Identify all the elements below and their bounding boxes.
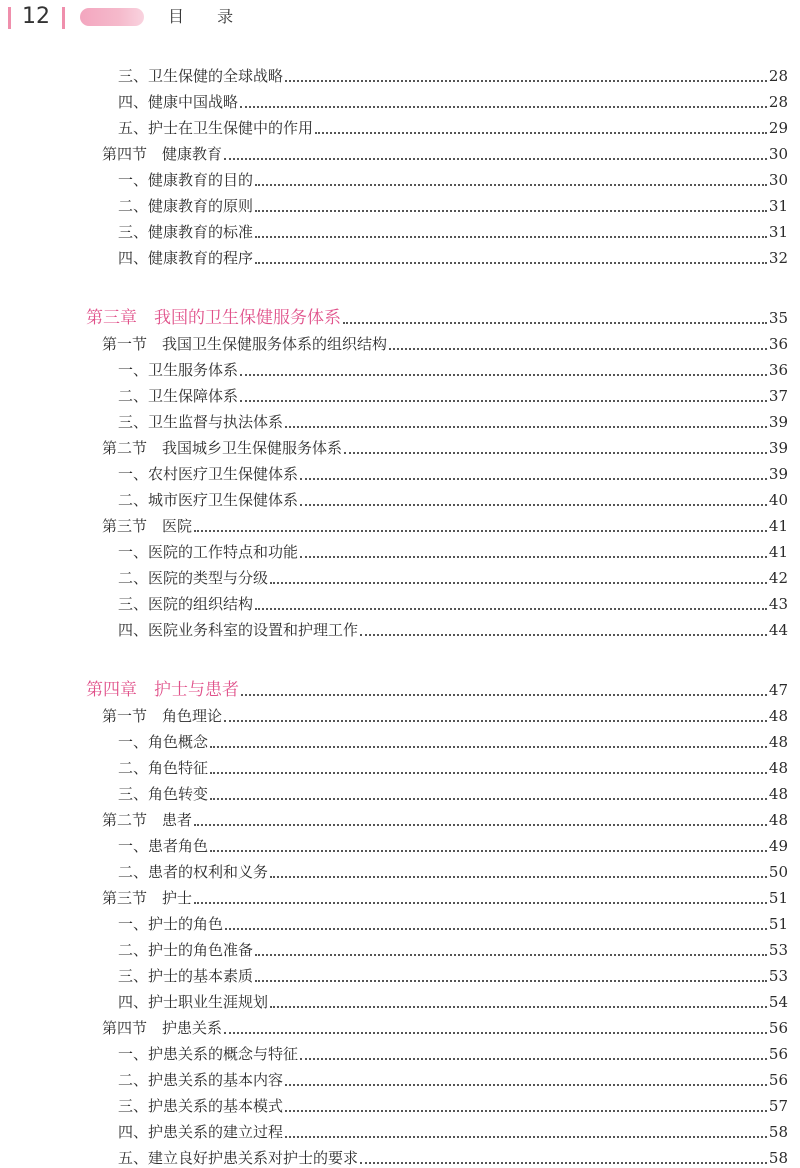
toc-section-row[interactable] <box>0 700 800 726</box>
toc-item-title: 四、护士职业生涯规划 <box>118 993 269 1011</box>
toc-item-page-number: 37 <box>768 387 788 405</box>
dot-leader <box>344 451 767 454</box>
toc-item-row[interactable] <box>0 380 800 406</box>
dot-leader <box>285 79 767 82</box>
toc-item-row[interactable] <box>0 164 800 190</box>
toc-item-row[interactable] <box>0 354 800 380</box>
toc-item-title: 二、健康教育的原则 <box>118 197 254 215</box>
toc-item-page-number: 44 <box>768 621 788 639</box>
toc-section-page-number: 41 <box>768 517 788 535</box>
dot-leader <box>241 693 767 696</box>
toc-section-title: 第四节 健康教育 <box>102 145 223 163</box>
toc-item-page-number: 48 <box>768 785 788 803</box>
toc-item-title: 四、护患关系的建立过程 <box>118 1123 284 1141</box>
toc-item-title: 一、农村医疗卫生保健体系 <box>118 465 299 483</box>
toc-item-row[interactable] <box>0 960 800 986</box>
toc-item-page-number: 39 <box>768 465 788 483</box>
toc-item-title: 四、健康教育的程序 <box>118 249 254 267</box>
dot-leader <box>360 1161 767 1164</box>
page-title: 目 录 <box>168 7 248 26</box>
toc-item-page-number: 58 <box>768 1149 788 1167</box>
toc-section-title: 第三节 护士 <box>102 889 193 907</box>
toc-item-page-number: 53 <box>768 967 788 985</box>
dot-leader <box>285 1109 767 1112</box>
toc-item-title: 一、护患关系的概念与特征 <box>118 1045 299 1063</box>
dot-leader <box>255 607 767 610</box>
toc-item-title: 三、健康教育的标准 <box>118 223 254 241</box>
toc-item-row[interactable] <box>0 242 800 268</box>
dot-leader <box>300 1057 767 1060</box>
header-divider-bar <box>62 7 65 29</box>
toc-item-title: 三、角色转变 <box>118 785 209 803</box>
toc-chapter-page-number: 35 <box>768 309 788 327</box>
toc-section-page-number: 56 <box>768 1019 788 1037</box>
dot-leader <box>224 157 767 160</box>
dot-leader <box>389 347 767 350</box>
toc-item-title: 三、护患关系的基本模式 <box>118 1097 284 1115</box>
dot-leader <box>300 477 767 480</box>
toc-section-title: 第一节 我国卫生保健服务体系的组织结构 <box>102 335 388 353</box>
toc-item-row[interactable] <box>0 458 800 484</box>
header-accent-bar <box>8 7 11 29</box>
toc-item-title: 一、卫生服务体系 <box>118 361 239 379</box>
toc-section-page-number: 51 <box>768 889 788 907</box>
dot-leader <box>343 321 767 324</box>
dot-leader <box>255 183 767 186</box>
dot-leader <box>270 875 767 878</box>
toc-item-page-number: 28 <box>768 67 788 85</box>
toc-item-row[interactable] <box>0 1090 800 1116</box>
toc-item-page-number: 36 <box>768 361 788 379</box>
toc-item-title: 二、护患关系的基本内容 <box>118 1071 284 1089</box>
toc-section-row[interactable] <box>0 328 800 354</box>
header-decorative-pill <box>80 8 144 26</box>
toc-item-row[interactable] <box>0 1038 800 1064</box>
toc-item-row[interactable] <box>0 112 800 138</box>
toc-item-row[interactable] <box>0 986 800 1012</box>
toc-item-title: 一、患者角色 <box>118 837 209 855</box>
toc-item-page-number: 56 <box>768 1045 788 1063</box>
toc-item-title: 五、护士在卫生保健中的作用 <box>118 119 314 137</box>
toc-item-page-number: 50 <box>768 863 788 881</box>
toc-item-row[interactable] <box>0 830 800 856</box>
toc-section-row[interactable] <box>0 510 800 536</box>
dot-leader <box>240 373 767 376</box>
toc-section-page-number: 48 <box>768 811 788 829</box>
dot-leader <box>225 927 767 930</box>
toc-section-title: 第二节 患者 <box>102 811 193 829</box>
toc-item-title: 一、健康教育的目的 <box>118 171 254 189</box>
dot-leader <box>194 823 767 826</box>
toc-item-row[interactable] <box>0 60 800 86</box>
toc-item-row[interactable] <box>0 562 800 588</box>
dot-leader <box>194 529 767 532</box>
toc-item-page-number: 49 <box>768 837 788 855</box>
toc-section-title: 第三节 医院 <box>102 517 193 535</box>
toc-item-row[interactable] <box>0 588 800 614</box>
toc-chapter-row[interactable] <box>0 300 800 328</box>
dot-leader <box>300 555 767 558</box>
toc-item-page-number: 40 <box>768 491 788 509</box>
dot-leader <box>285 425 767 428</box>
toc-item-page-number: 32 <box>768 249 788 267</box>
toc-item-title: 一、医院的工作特点和功能 <box>118 543 299 561</box>
toc-item-page-number: 53 <box>768 941 788 959</box>
dot-leader <box>224 1031 767 1034</box>
dot-leader <box>240 399 767 402</box>
dot-leader <box>210 849 767 852</box>
toc-item-title: 四、医院业务科室的设置和护理工作 <box>118 621 359 639</box>
toc-section-title: 第四节 护患关系 <box>102 1019 223 1037</box>
dot-leader <box>300 503 767 506</box>
toc-section-title: 第一节 角色理论 <box>102 707 223 725</box>
toc-item-page-number: 41 <box>768 543 788 561</box>
toc-item-title: 三、医院的组织结构 <box>118 595 254 613</box>
toc-item-title: 二、护士的角色准备 <box>118 941 254 959</box>
page-number: 12 <box>22 4 50 29</box>
toc-item-page-number: 56 <box>768 1071 788 1089</box>
toc-item-page-number: 29 <box>768 119 788 137</box>
toc-item-row[interactable] <box>0 1116 800 1142</box>
toc-section-page-number: 30 <box>768 145 788 163</box>
toc-item-row[interactable] <box>0 908 800 934</box>
toc-section-title: 第二节 我国城乡卫生保健服务体系 <box>102 439 343 457</box>
dot-leader <box>255 261 767 264</box>
toc-item-page-number: 31 <box>768 223 788 241</box>
toc-item-row[interactable] <box>0 484 800 510</box>
dot-leader <box>285 1135 767 1138</box>
toc-item-page-number: 42 <box>768 569 788 587</box>
toc-section-row[interactable] <box>0 804 800 830</box>
toc-item-page-number: 51 <box>768 915 788 933</box>
toc-chapter-row[interactable] <box>0 672 800 700</box>
dot-leader <box>210 797 767 800</box>
toc-item-row[interactable] <box>0 934 800 960</box>
toc-item-title: 二、医院的类型与分级 <box>118 569 269 587</box>
page-header <box>0 0 800 36</box>
dot-leader <box>210 771 767 774</box>
toc-item-title: 三、护士的基本素质 <box>118 967 254 985</box>
toc-section-page-number: 39 <box>768 439 788 457</box>
toc-item-row[interactable] <box>0 752 800 778</box>
toc-item-row[interactable] <box>0 856 800 882</box>
toc-item-title: 一、角色概念 <box>118 733 209 751</box>
toc-item-title: 三、卫生保健的全球战略 <box>118 67 284 85</box>
toc-item-row[interactable] <box>0 190 800 216</box>
toc-item-title: 五、建立良好护患关系对护士的要求 <box>118 1149 359 1167</box>
toc-item-row[interactable] <box>0 406 800 432</box>
toc-item-title: 二、角色特征 <box>118 759 209 777</box>
toc-section-page-number: 48 <box>768 707 788 725</box>
toc-chapter-title: 第四章 护士与患者 <box>86 680 239 700</box>
dot-leader <box>315 131 767 134</box>
toc-item-page-number: 28 <box>768 93 788 111</box>
toc-item-page-number: 43 <box>768 595 788 613</box>
toc-section-row[interactable] <box>0 882 800 908</box>
dot-leader <box>285 1083 767 1086</box>
dot-leader <box>270 1005 767 1008</box>
toc-section-row[interactable] <box>0 1012 800 1038</box>
toc-item-title: 四、健康中国战略 <box>118 93 239 111</box>
toc-item-title: 三、卫生监督与执法体系 <box>118 413 284 431</box>
toc-item-page-number: 31 <box>768 197 788 215</box>
toc-item-row[interactable] <box>0 216 800 242</box>
toc-item-title: 二、城市医疗卫生保健体系 <box>118 491 299 509</box>
toc-item-title: 二、卫生保障体系 <box>118 387 239 405</box>
dot-leader <box>255 235 767 238</box>
toc-item-title: 二、患者的权利和义务 <box>118 863 269 881</box>
table-of-contents <box>0 60 800 1168</box>
toc-item-row[interactable] <box>0 778 800 804</box>
toc-item-page-number: 57 <box>768 1097 788 1115</box>
toc-section-page-number: 36 <box>768 335 788 353</box>
dot-leader <box>255 953 767 956</box>
toc-item-page-number: 58 <box>768 1123 788 1141</box>
dot-leader <box>255 209 767 212</box>
dot-leader <box>255 979 767 982</box>
dot-leader <box>240 105 767 108</box>
toc-chapter-title: 第三章 我国的卫生保健服务体系 <box>86 308 341 328</box>
toc-section-row[interactable] <box>0 432 800 458</box>
dot-leader <box>194 901 767 904</box>
toc-item-page-number: 48 <box>768 733 788 751</box>
dot-leader <box>360 633 767 636</box>
toc-item-row[interactable] <box>0 1064 800 1090</box>
toc-item-row[interactable] <box>0 536 800 562</box>
toc-item-page-number: 30 <box>768 171 788 189</box>
toc-item-row[interactable] <box>0 1142 800 1168</box>
toc-chapter-page-number: 47 <box>768 681 788 699</box>
dot-leader <box>224 719 767 722</box>
toc-section-row[interactable] <box>0 138 800 164</box>
toc-item-row[interactable] <box>0 614 800 640</box>
toc-item-page-number: 48 <box>768 759 788 777</box>
dot-leader <box>210 745 767 748</box>
toc-item-title: 一、护士的角色 <box>118 915 224 933</box>
toc-item-page-number: 54 <box>768 993 788 1011</box>
dot-leader <box>270 581 767 584</box>
toc-item-row[interactable] <box>0 86 800 112</box>
toc-item-page-number: 39 <box>768 413 788 431</box>
toc-item-row[interactable] <box>0 726 800 752</box>
